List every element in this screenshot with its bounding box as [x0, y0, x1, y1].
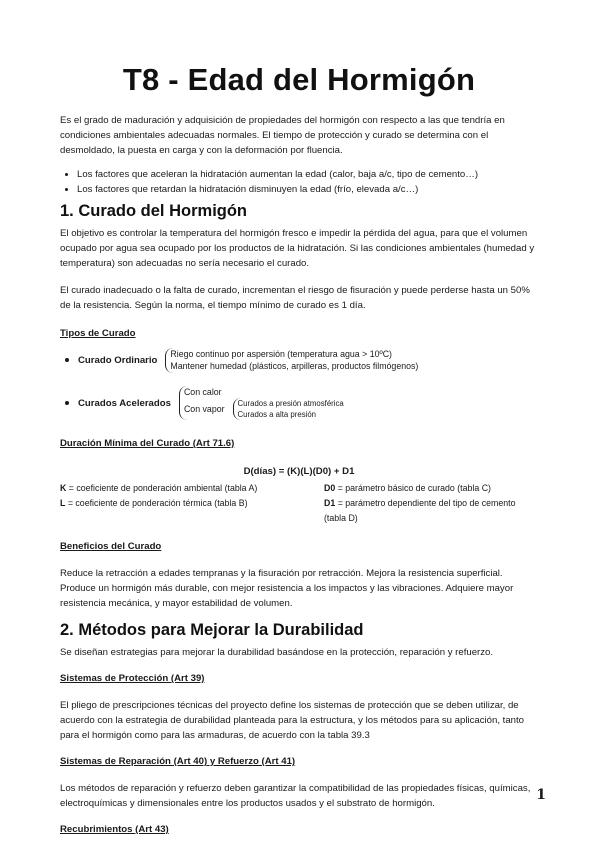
proteccion-paragraph: El pliego de prescripciones técnicas del proyecto define los sistemas de protección que se deben utilizar, de acuerdo con la estrategia de durabilidad planteada para la estructura, y los métodos para su aplicación, tanto para el hormigón como para las armaduras, de acuerdo con la tabla 39.3: [60, 700, 524, 741]
subheading-beneficios: Beneficios del Curado: [60, 541, 162, 552]
list-item: • Los factores que aceleran la hidratación aumentan la edad (calor, baja a/c, tipo de cemento…): [77, 167, 538, 182]
formula-definitions: [60, 481, 538, 526]
curado-ordinario-options: [165, 348, 418, 373]
factors-list: [60, 167, 538, 197]
subheading-reparacion: Sistemas de Reparación (Art 40) y Refuerzo (Art 41): [60, 756, 296, 767]
definition-k: K = coeficiente de ponderación ambiental (tabla A): [60, 483, 258, 493]
curados-acelerados-row: [60, 385, 538, 421]
curado-ordinario-row: [60, 345, 538, 375]
page-number: 1: [536, 787, 546, 803]
list-item: Curados a presión atmosférica: [237, 399, 344, 409]
curing-formula: D(días) = (K)(L)(D0) + D1: [243, 466, 355, 477]
list-item: Con vapor: [183, 404, 225, 414]
definitions-left: [60, 481, 299, 526]
section-heading-curado: 1. Curado del Hormigón: [60, 202, 248, 220]
list-item: Curados a alta presión: [237, 410, 316, 420]
bullet-icon: [65, 358, 69, 362]
reparacion-paragraph: Los métodos de reparación y refuerzo deben garantizar la compatibilidad de las propiedades físicas, químicas, electroquímicas y dimensionales entre los productos usados y el substrato de hormigón.: [60, 783, 531, 809]
list-item: • Los factores que retardan la hidratación disminuyen la edad (frío, elevada a/c…): [77, 182, 538, 197]
definition-l: L = coeficiente de ponderación térmica (tabla B): [60, 498, 248, 508]
intro-paragraph: Es el grado de maduración y adquisición de propiedades del hormigón con respecto a las que tendría en condiciones ambientales adecuadas normales. El tiempo de protección y curado se determina con el desmoldado, la puesta en carga y con la deformación por fluencia.: [60, 115, 505, 156]
curado-ordinario-label: Curado Ordinario: [78, 354, 158, 366]
curado-paragraph-1: El objetivo es controlar la temperatura del hormigón fresco e impedir la pérdida del agua, para que el volumen ocupado por agua sea ocupado por los productos de la hidratación. Si las condiciones ambientales (humedad y temperatura) son adecuadas no sería necesario el curado.: [60, 228, 535, 269]
list-item: Con calor: [183, 386, 222, 397]
beneficios-paragraph: Reduce la retracción a edades tempranas y la fisuración por retracción. Mejora la resistencia superficial. Produce un hormigón más durable, con mejor resistencia a los impactos y las vibraciones. Adquiere mayor resistencia mecánica, y mayor estabilidad de volumen.: [60, 568, 514, 609]
subheading-duracion-minima: Duración Mínima del Curado (Art 71.6): [60, 438, 235, 449]
bullet-icon: [65, 401, 69, 405]
con-vapor-row: [184, 398, 344, 420]
definition-d0: D0 = parámetro básico de curado (tabla C): [324, 483, 491, 493]
subheading-recubrimientos: Recubrimientos (Art 43): [60, 824, 169, 835]
subheading-proteccion: Sistemas de Protección (Art 39): [60, 673, 205, 684]
section-heading-durabilidad: 2. Métodos para Mejorar la Durabilidad: [60, 621, 364, 639]
subheading-tipos-curado: Tipos de Curado: [60, 328, 136, 339]
page-title: T8 - Edad del Hormigón: [122, 62, 476, 97]
curados-acelerados-label: Curados Acelerados: [78, 397, 171, 409]
definitions-right: [299, 481, 538, 526]
curado-paragraph-2: El curado inadecuado o la falta de curado, incrementan el riesgo de fisuración y puede perderse hasta un 50% de la resistencia. Según la norma, el tiempo mínimo de curado es 1 día.: [60, 285, 530, 311]
durabilidad-intro: Se diseñan estrategias para mejorar la durabilidad basándose en la protección, reparación y refuerzo.: [60, 647, 494, 658]
list-item: Mantener humedad (plásticos, arpilleras, productos filmógenos): [170, 361, 419, 371]
list-item: Riego continuo por aspersión (temperatura agua > 10ºC): [170, 348, 392, 359]
con-vapor-options: [233, 398, 344, 420]
definition-d1: D1 = parámetro dependiente del tipo de cemento (tabla D): [324, 498, 516, 523]
curados-acelerados-options: [179, 386, 344, 421]
